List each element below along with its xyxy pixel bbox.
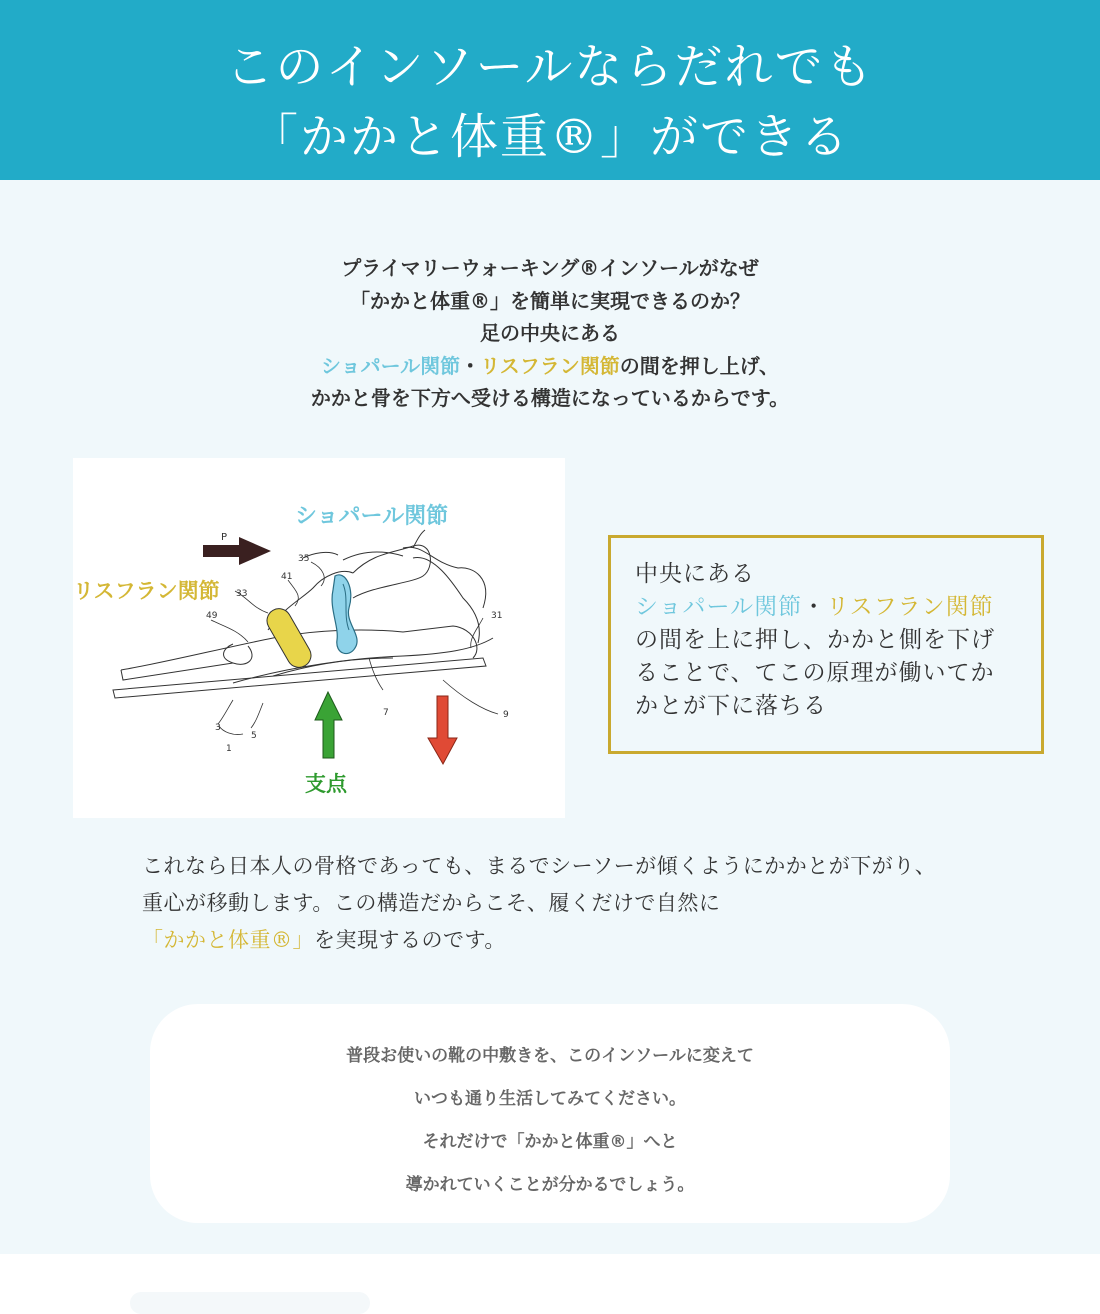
label-arrow-p: P	[221, 532, 228, 543]
heel-weight-highlight: 「かかと体重®」	[142, 928, 314, 952]
body-line	[142, 922, 1042, 959]
reference-numbers	[206, 554, 509, 754]
lisfranc-joint-text: リスフラン関節	[826, 594, 994, 620]
ref-number: 35	[298, 554, 310, 564]
intro-text	[0, 252, 1100, 415]
fulcrum-up-arrow	[315, 692, 342, 758]
force-arrow-p	[203, 532, 271, 565]
ref-number: 5	[251, 731, 257, 741]
label-fulcrum: 支点	[305, 772, 347, 796]
ref-number: 33	[236, 589, 248, 599]
label-chopart-joint: ショパール関節	[295, 504, 449, 529]
body-line: 重心が移動します。この構造だからこそ、履くだけで自然に	[142, 891, 721, 915]
chopart-joint-text: ショパール関節	[320, 353, 461, 378]
explain-line: の間を上に押し、かかと側を下げ	[635, 627, 995, 653]
header-title-line1: このインソールならだれでも	[225, 39, 875, 95]
ref-number: 31	[491, 611, 503, 621]
explanation-box	[608, 535, 1044, 754]
usage-card	[150, 1004, 950, 1223]
card-line: それだけで「かかと体重®」へと	[422, 1132, 678, 1152]
foot-diagram-svg	[73, 458, 565, 818]
body-line: これなら日本人の骨格であっても、まるでシーソーが傾くようにかかとが下がり、	[142, 854, 937, 878]
intro-line: プライマリーウォーキング®インソールがなぜ	[341, 256, 759, 280]
card-line: 普段お使いの靴の中敷きを、このインソールに変えて	[346, 1046, 754, 1066]
intro-line-suffix: の間を押し上げ、	[619, 353, 779, 378]
foot-diagram	[73, 458, 565, 818]
ref-number: 41	[281, 572, 293, 582]
explain-line: ることで、てこの原理が働いてか	[635, 660, 995, 686]
card-line: いつも通り生活してみてください。	[414, 1089, 686, 1109]
next-section-hint	[130, 1292, 370, 1314]
label-lisfranc-joint: リスフラン関節	[73, 579, 220, 603]
separator: ・	[802, 594, 827, 620]
ref-number: 49	[206, 611, 218, 621]
explain-line-joints	[635, 591, 1035, 624]
chopart-joint-text: ショパール関節	[635, 594, 803, 620]
ref-number: 1	[226, 744, 232, 754]
explain-line: 中央にある	[635, 561, 755, 587]
intro-line: かかと骨を下方へ受ける構造になっているからです。	[310, 386, 790, 410]
body-line-suffix: を実現するのです。	[314, 928, 506, 952]
ref-number: 7	[383, 708, 389, 718]
heel-down-arrow	[428, 696, 457, 764]
page-header	[0, 0, 1100, 180]
ref-number: 3	[215, 723, 221, 733]
intro-line: 「かかと体重®」を簡単に実現できるのか？	[350, 288, 750, 313]
card-line: 導かれていくことが分かるでしょう。	[405, 1175, 695, 1195]
ref-number: 9	[503, 710, 509, 720]
header-title-line2: 「かかと体重®」ができる	[249, 109, 850, 165]
intro-line: 足の中央にある	[480, 321, 620, 345]
intro-line-joints	[0, 350, 1100, 383]
explain-line: かとが下に落ちる	[635, 693, 827, 719]
body-paragraph	[142, 848, 1042, 959]
lisfranc-joint-text: リスフラン関節	[480, 353, 620, 378]
explanation-text	[635, 558, 1035, 723]
chopart-joint-marker	[332, 575, 357, 654]
content-section	[0, 180, 1100, 1254]
separator: ・	[460, 353, 481, 378]
